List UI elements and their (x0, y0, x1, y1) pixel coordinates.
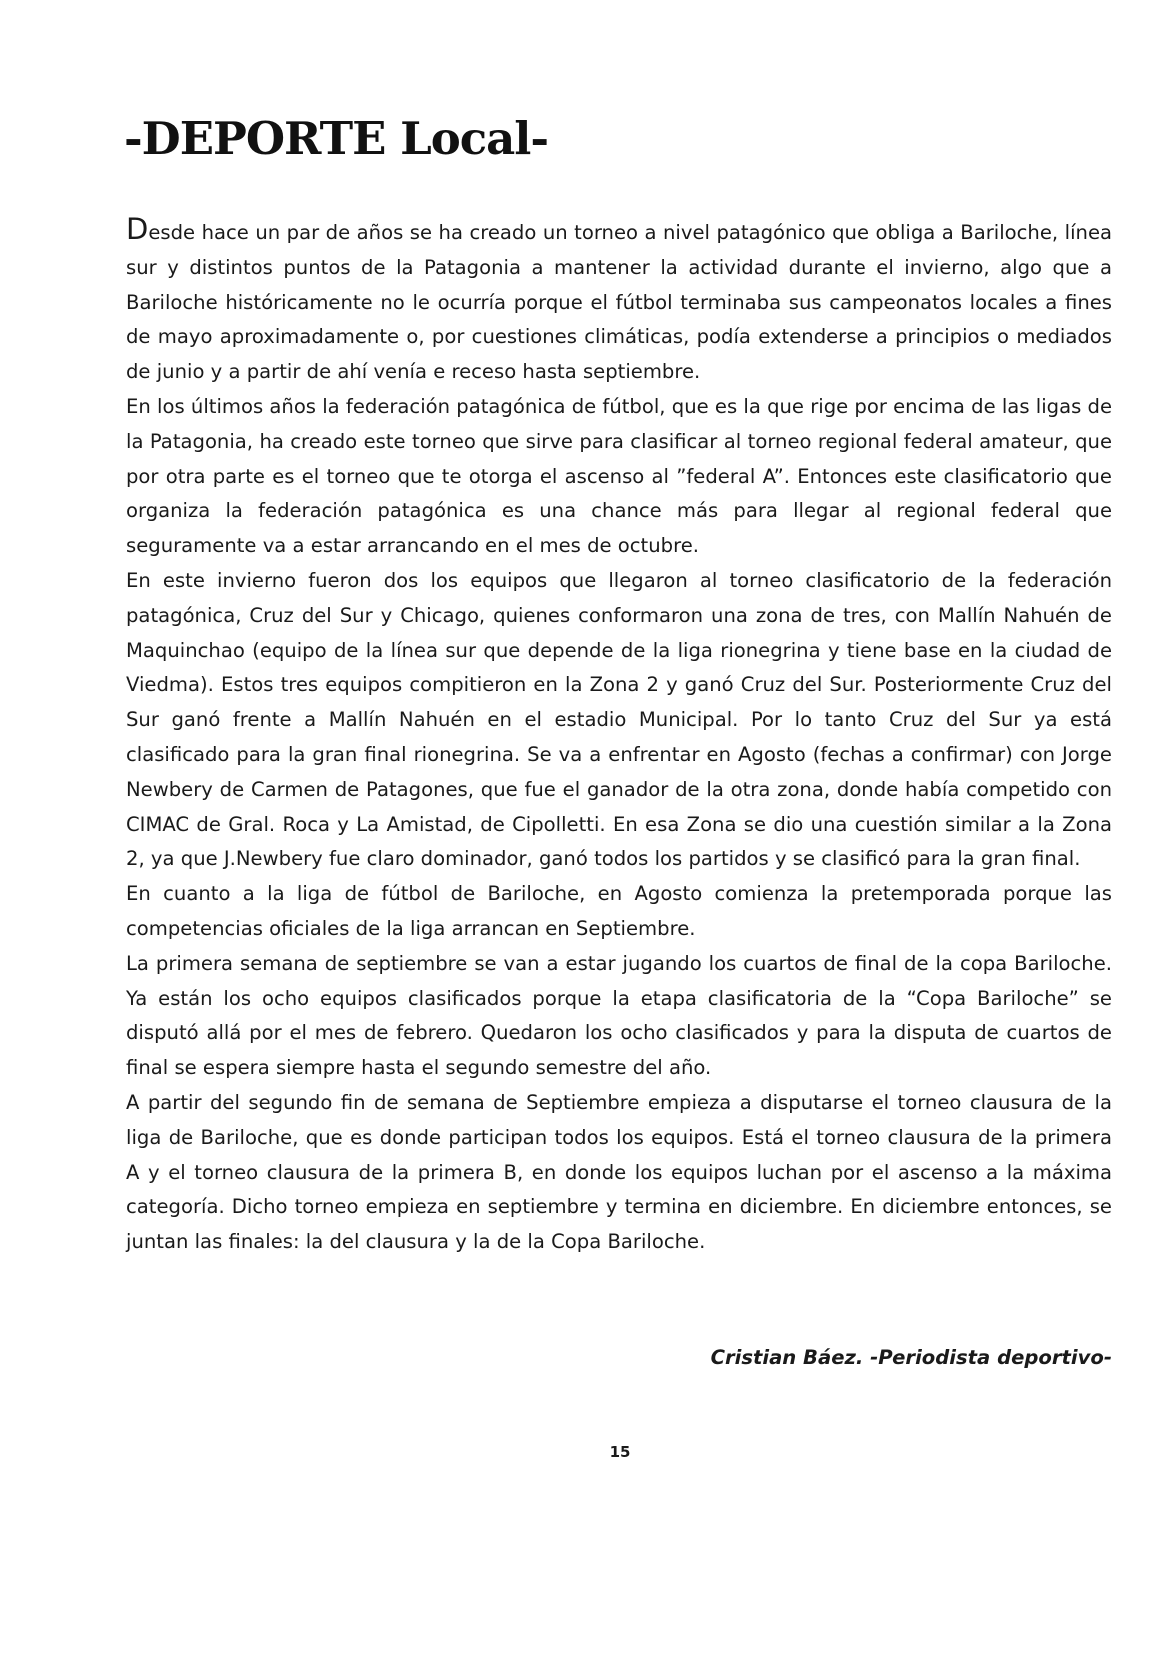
article-body (126, 212, 1113, 1260)
page-title: -DEPORTE Local- (124, 112, 549, 165)
drop-cap: D (126, 212, 149, 246)
author-signature: Cristian Báez. -Periodista deportivo- (710, 1346, 1112, 1369)
paragraph-3: En este invierno fueron dos los equipos que llegaron al torneo clasificatorio de la federación patagónica, Cruz del Sur y Chicago, quienes conformaron una zona de tres, con Mallín Nahuén de Maquinchao (equipo de la línea sur que depende de la liga rionegrina y tiene base en la ciudad de Viedma). Estos tres equipos compitieron en la Zona 2 y ganó Cruz del Sur. Posteriormente Cruz del Sur ganó frente a Mallín Nahuén en el estadio Municipal. Por lo tanto Cruz del Sur ya está clasificado para la gran final rionegrina. Se va a enfrentar en Agosto (fechas a confirmar) con Jorge Newbery de Carmen de Patagones, que fue el ganador de la otra zona, donde había competido con CIMAC de Gral. Roca y La Amistad, de Cipolletti. En esa Zona se dio una cuestión similar a la Zona 2, ya que J.Newbery fue claro dominador, ganó todos los partidos y se clasificó para la gran final. (126, 568, 1112, 871)
page-number: 15 (609, 1443, 631, 1461)
paragraph-4: En cuanto a la liga de fútbol de Bariloche, en Agosto comienza la pretemporada porque las competencias oficiales de la liga arrancan en Septiembre. (126, 882, 1112, 940)
paragraph-6: A partir del segundo fin de semana de Septiembre empieza a disputarse el torneo clausura de la liga de Bariloche, que es donde participan todos los equipos. Está el torneo clausura de la primera A y el torneo clausura de la primera B, en donde los equipos luchan por el ascenso a la máxima categoría. Dicho torneo empieza en septiembre y termina en diciembre. En diciembre entonces, se juntan las finales: la del clausura y la de la Copa Bariloche. (126, 1090, 1112, 1254)
paragraph-1 (126, 212, 1112, 390)
paragraph-2: En los últimos años la federación patagónica de fútbol, que es la que rige por encima de las ligas de la Patagonia, ha creado este torneo que sirve para clasificar al torneo regional federal amateur, que por otra parte es el torneo que te otorga el ascenso al ”federal A”. Entonces este clasificatorio que organiza la federación patagónica es una chance más para llegar al regional federal que seguramente va a estar arrancando en el mes de octubre. (126, 394, 1113, 558)
paragraph-5: La primera semana de septiembre se van a estar jugando los cuartos de final de la copa Bariloche. Ya están los ocho equipos clasificados porque la etapa clasificatoria de la “Copa Bariloche” se disputó allá por el mes de febrero. Quedaron los ocho clasificados y para la disputa de cuartos de final se espera siempre hasta el segundo semestre del año. (126, 951, 1112, 1080)
paragraph-1-text: esde hace un par de años se ha creado un torneo a nivel patagónico que obliga a Bariloche, línea sur y distintos puntos de la Patagonia a mantener la actividad durante el invierno, algo que a Bariloche históricamente no le ocurría porque el fútbol terminaba sus campeonatos locales a fines de mayo aproximadamente o, por cuestiones climáticas, podía extenderse a principios o mediados de junio y a partir de ahí venía e receso hasta septiembre. (126, 221, 1112, 384)
